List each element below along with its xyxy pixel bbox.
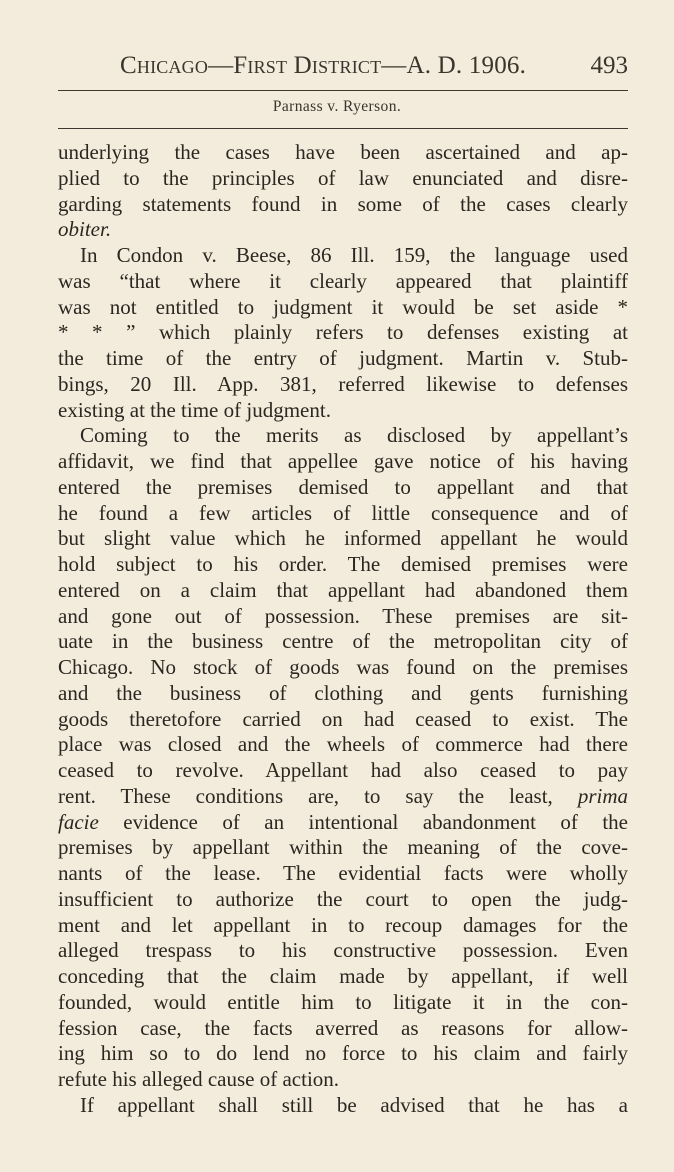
text-run: uate in the business centre of the metropolitan city of (58, 629, 628, 654)
text-line (58, 1016, 628, 1042)
text-line (58, 423, 628, 449)
text-line (58, 552, 628, 578)
text-run: goods theretofore carried on had ceased to exist. The (58, 706, 628, 731)
text-run: fession case, the facts averred as reasons for allow- (58, 1015, 628, 1040)
italic-phrase: prima (577, 783, 628, 808)
case-title: Parnass v. Ryerson. (272, 98, 402, 115)
text-run: alleged trespass to his constructive possession. Even (58, 938, 628, 963)
text-line (58, 913, 628, 939)
text-line (58, 346, 628, 372)
text-line (58, 501, 628, 527)
text-run: rent. These conditions are, to say the least, (58, 783, 578, 808)
text-run: and gone out of possession. These premises are sit- (58, 603, 628, 628)
text-run: insufficient to authorize the court to open the judg- (58, 886, 628, 911)
text-run: ing him so to do lend no force to his claim and fairly (58, 1041, 628, 1066)
text-run: refute his alleged cause of action. (58, 1067, 340, 1091)
opinion-text (58, 140, 628, 1119)
text-run: underlying the cases have been ascertained and ap- (58, 140, 628, 164)
text-run: was “that where it clearly appeared that plaintiff (58, 268, 628, 293)
text-line (58, 810, 628, 836)
page-number: 493 (590, 52, 628, 79)
running-head (58, 52, 628, 86)
text-line (58, 861, 628, 887)
text-line (58, 732, 628, 758)
running-title: Chicago—First District—A. D. 1906. (120, 52, 527, 79)
text-run: premises by appellant within the meaning of the cove- (58, 835, 628, 860)
text-line (58, 1067, 628, 1093)
text-line (58, 269, 628, 295)
text-run: hold subject to his order. The demised premises were (58, 552, 628, 576)
text-line (58, 398, 628, 424)
text-line (58, 475, 628, 501)
text-line (58, 192, 628, 218)
text-run: existing at the time of judgment. (58, 397, 331, 422)
text-run: but slight value which he informed appellant he would (58, 526, 628, 551)
text-line (58, 578, 628, 604)
text-line (58, 758, 628, 784)
text-line (58, 707, 628, 733)
text-run: place was closed and the wheels of commerce had there (58, 732, 628, 757)
text-line (58, 320, 628, 346)
text-run: the time of the entry of judgment. Martin v. Stub- (58, 346, 628, 370)
text-run: founded, would entitle him to litigate it in the con- (58, 989, 628, 1014)
header-rule-top (58, 90, 628, 91)
text-line (58, 604, 628, 630)
text-line (58, 1093, 628, 1119)
text-line (58, 295, 628, 321)
italic-phrase: obiter. (58, 217, 112, 242)
header-rule-bottom (58, 128, 628, 129)
text-run: and the business of clothing and gents furnishing (58, 680, 628, 705)
text-line (58, 166, 628, 192)
italic-phrase: facie (58, 809, 99, 834)
text-run: affidavit, we find that appellee gave notice of his having (58, 449, 628, 473)
text-run: bings, 20 Ill. App. 381, referred likewise to defenses (58, 371, 628, 396)
text-line (58, 938, 628, 964)
text-line (58, 964, 628, 990)
text-line (58, 1041, 628, 1067)
text-run: * * ” which plainly refers to defenses existing at (58, 320, 628, 345)
text-run: In Condon v. Beese, 86 Ill. 159, the language used (80, 243, 628, 267)
text-line (58, 655, 628, 681)
text-line (58, 140, 628, 166)
text-run: conceding that the claim made by appellant, if well (58, 964, 628, 988)
text-run: ment and let appellant in to recoup damages for the (58, 912, 628, 937)
text-run: entered on a claim that appellant had abandoned them (58, 577, 628, 602)
text-run: he found a few articles of little consequence and of (58, 500, 628, 525)
text-line (58, 990, 628, 1016)
text-line (58, 217, 628, 243)
text-line (58, 372, 628, 398)
text-line (58, 681, 628, 707)
text-run: Chicago. No stock of goods was found on the premises (58, 655, 628, 679)
text-line (58, 887, 628, 913)
text-run: was not entitled to judgment it would be set aside * (58, 294, 628, 319)
text-run: Coming to the merits as disclosed by appellant’s (80, 423, 628, 448)
text-run: entered the premises demised to appellant and that (58, 474, 628, 499)
text-line (58, 243, 628, 269)
text-run: garding statements found in some of the cases clearly (58, 191, 628, 216)
text-run: ceased to revolve. Appellant had also ceased to pay (58, 758, 628, 782)
text-run: If appellant shall still be advised that he has a (80, 1092, 628, 1117)
text-run: evidence of an intentional abandonment of the (98, 809, 628, 834)
text-line (58, 449, 628, 475)
text-line (58, 784, 628, 810)
text-line (58, 526, 628, 552)
text-run: plied to the principles of law enunciated and disre- (58, 165, 628, 190)
text-run: nants of the lease. The evidential facts were wholly (58, 861, 628, 885)
text-line (58, 835, 628, 861)
text-line (58, 629, 628, 655)
